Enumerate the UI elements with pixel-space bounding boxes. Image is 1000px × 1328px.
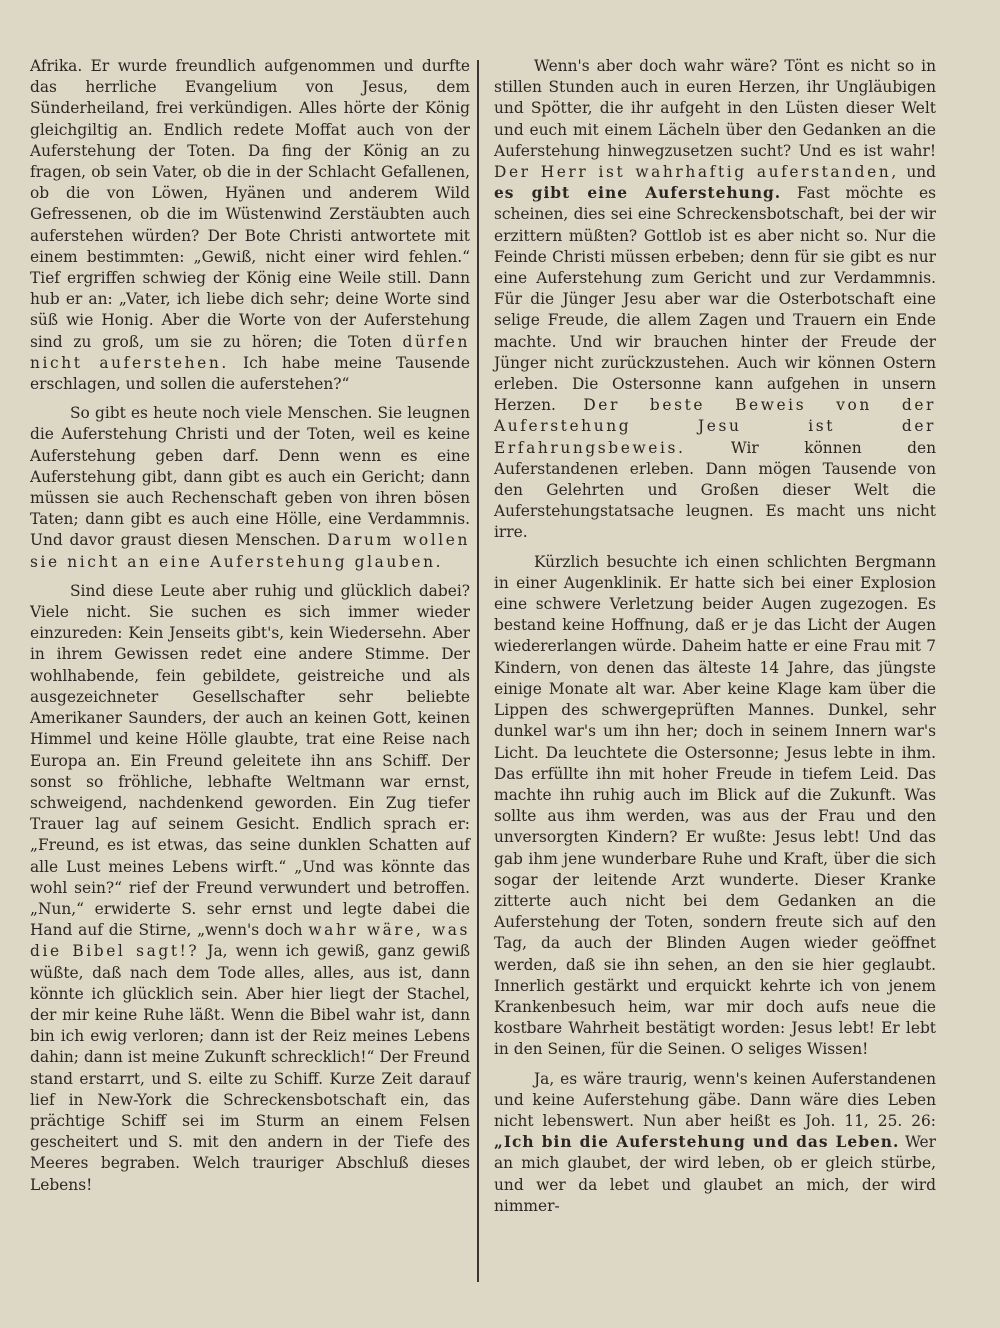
spaced-emphasis: Der Herr ist wahrhaftig auferstanden, — [494, 163, 899, 182]
right-column — [494, 56, 936, 1225]
left-paragraph-1: Afrika. Er wurde freundlich aufgenommen und durfte das herrliche Evangelium von Jesus, dem Sünderheiland, frei verkündigen. Alles hörte der König gleichgiltig an. Endlich redete Moffat auch von der Auferstehung der Toten. Da fing der König an zu fragen, ob sein Vater, ob die in der Schlacht Gefallenen, ob die von Löwen, Hyänen und anderem Wild Gefressenen, ob die im Wüstenwind Zerstäubten auch auferstehen würden? Der Bote Christi antwortete mit einem bestimmten: „Gewiß, nicht einer wird fehlen.“ Tief ergriffen schwieg der König eine Weile still. Dann hub er an: „Vater, ich liebe dich sehr; deine Worte sind süß wie Honig. Aber die Worte von der Auferstehung sind zu groß, um sie zu hören; die Toten dürfen nicht auferstehen. Ich habe meine Tausende erschlagen, und sollen die auferstehen?“ — [30, 57, 470, 394]
bold-emphasis: „Ich bin die Auferstehung und das Leben. — [494, 1133, 900, 1152]
spaced-emphasis: wahr wäre, was die Bibel sagt!? — [30, 921, 470, 961]
left-paragraph-2: So gibt es heute noch viele Menschen. Sie leugnen die Auferstehung Christi und der Toten, weil es keine Auferstehung geben darf. Denn wenn es eine Auferstehung gibt, dann gibt es auch ein Gericht; dann müssen sie auch Rechenschaft geben von ihren bösen Taten; dann gibt es auch eine Hölle, eine Verdammnis. Und davor graust diesen Menschen. Darum wollen sie nicht an eine Auferstehung glauben. — [30, 404, 470, 571]
right-paragraph-1: Wenn's aber doch wahr wäre? Tönt es nicht so in stillen Stunden auch in euren Herzen, ihr Ungläubigen und Spötter, die ihr aufgeht in den Lüsten dieser Welt und euch mit einem Lächeln über den Gedanken an die Auferstehung hinwegzusetzen sucht? Und es ist wahr! Der Herr ist wahrhaftig auferstanden, und es gibt eine Auferstehung. Fast möchte es scheinen, dies sei eine Schreckensbotschaft, bei der wir erzittern müßten? Gottlob ist es aber nicht so. Nur die Feinde Christi müssen erbeben; denn für sie gibt es nur eine Auferstehung zum Gericht und zur Verdammnis. Für die Jünger Jesu aber war die Osterbotschaft eine selige Freude, die allem Zagen und Trauern ein Ende machte. Und wir brauchen hinter der Freude der Jünger nicht zurückzustehen. Auch wir können Ostern erleben. Die Ostersonne kann aufgehen in unsern Herzen. Der beste Beweis von der Auferstehung Jesu ist der Erfahrungsbeweis. Wir können den Auferstandenen erleben. Dann mögen Tausende von den Gelehrten und Großen dieser Welt die Auferstehungstatsache leugnen. Es macht uns nicht irre. — [494, 57, 936, 542]
right-paragraph-3: Ja, es wäre traurig, wenn's keinen Auferstandenen und keine Auferstehung gäbe. Dann wäre dies Leben nicht lebenswert. Nun aber heißt es Joh. 11, 25. 26: „Ich bin die Auferstehung und das Leben. Wer an mich glaubet, der wird leben, ob er gleich stürbe, und wer da lebet und glaubet an mich, der wird nimmer- — [494, 1069, 937, 1215]
bold-emphasis: es gibt eine Auferstehung. — [494, 184, 782, 203]
column-divider — [477, 60, 479, 1282]
spaced-emphasis: dürfen nicht auferstehen. — [30, 332, 470, 372]
left-column — [30, 56, 470, 1204]
right-paragraph-2: Kürzlich besuchte ich einen schlichten Bergmann in einer Augenklinik. Er hatte sich bei einer Explosion eine schwere Verletzung beider Augen zugezogen. Es bestand keine Hoffnung, daß er je das Licht der Augen wiedererlangen würde. Daheim hatte er eine Frau mit 7 Kindern, von denen das älteste 14 Jahre, das jüngste einige Monate alt war. Aber keine Klage kam über die Lippen des schwergeprüften Mannes. Dunkel, sehr dunkel war's um ihn her; doch in seinem Innern war's Licht. Da leuchtete die Ostersonne; Jesus lebte in ihm. Das erfüllte ihn mit hoher Freude in tiefem Leid. Das machte ihn ruhig auch im Blick auf die Zukunft. Was sollte aus ihm werden, was aus der Frau und den unversorgten Kindern? Er wußte: Jesus lebt! Und das gab ihm jene wunderbare Ruhe und Kraft, über die sich sogar der leitende Arzt wunderte. Dieser Kranke zitterte auch nicht bei dem Gedanken an die Auferstehung der Toten, sondern freute sich auf den Tag, da auch der Blinden Augen wieder geöffnet werden, daß sie ihn sehen, an den sie hier geglaubt. Innerlich gestärkt und erquickt kehrte ich von jenem Krankenbesuch heim, war mir doch aufs neue die kostbare Wahrheit bestätigt worden: Jesus lebt! Er lebt in den Seinen, für die Seinen. O seliges Wissen! — [494, 552, 936, 1059]
spaced-emphasis: Darum wollen sie nicht an eine Auferstehung glauben. — [30, 531, 470, 571]
spaced-emphasis: Der beste Beweis von der Auferstehung Jesu ist der Erfahrungsbeweis. — [494, 396, 936, 457]
left-paragraph-3: Sind diese Leute aber ruhig und glücklich dabei? Viele nicht. Sie suchen es sich immer wieder einzureden: Kein Jenseits gibt's, kein Wiedersehn. Aber in ihrem Gewissen redet eine andere Stimme. Der wohlhabende, fein gebildete, geistreiche und als ausgezeichneter Gesellschafter sehr beliebte Amerikaner Saunders, der auch an keinen Gott, keinen Himmel und keine Hölle glaubte, trat eine Reise nach Europa an. Ein Freund geleitete ihn ans Schiff. Der sonst so fröhliche, lebhafte Weltmann war ernst, schweigend, nachdenkend geworden. Ein Zug tiefer Trauer lag auf seinem Gesicht. Endlich sprach er: „Freund, es ist etwas, das seine dunklen Schatten auf alle Lust meines Lebens wirft.“ „Und was könnte das wohl sein?“ rief der Freund verwundert und betroffen. „Nun,“ erwiderte S. sehr ernst und legte dabei die Hand auf die Stirne, „wenn's doch wahr wäre, was die Bibel sagt!? Ja, wenn ich gewiß, ganz gewiß wüßte, daß nach dem Tode alles, alles, aus ist, dann könnte ich glücklich sein. Aber hier liegt der Stachel, der mir keine Ruhe läßt. Wenn die Bibel wahr ist, dann bin ich ewig verloren; dann ist der Reiz meines Lebens dahin; dann ist meine Zukunft schrecklich!“ Der Freund stand erstarrt, und S. eilte zu Schiff. Kurze Zeit darauf lief in New-York die Schreckensbotschaft ein, das prächtige Schiff sei im Sturm an einem Felsen gescheitert und S. mit den andern in der Tiefe des Meeres begraben. Welch trauriger Abschluß dieses Lebens! — [30, 581, 470, 1194]
